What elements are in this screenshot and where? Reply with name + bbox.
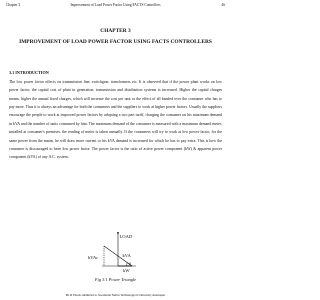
header-chapter-tag: Chapter 3 <box>6 3 21 7</box>
power-triangle-figure <box>84 232 148 276</box>
page-footer: Ph.D Thesis submitted to Jawaharlal Nehru Technological University Anantapur <box>65 293 166 297</box>
kva-label: kVA <box>122 253 131 258</box>
section-body-paragraph: The low power factor effects on transmission line, switchgear, transformers etc. It is observed that if the power plant works on low power factor, the capital cost of plant in generation, transmission and distribution systems is increased. Higher the capital charges means, higher the annual fixed charges, which will increase the cost per unit or the effect of all banded over the consumer who has to pay more. Thus it is always an advantage for both the consumers and the suppliers to work at higher power factors. Usually the suppliers encourage the people to work at improved power factors by adopting a two part tariff, charging the consumer on his maximum demand in kVA and the number of units consumed by him. The maximum demand of the consumer is measured with a maximum demand meter, installed at consumer's premises, the reading of meter is taken annually. If the consumers will try to work at low power factor, for the same power from the mains, he will draw more current or his kVA demand is increased for which he has to pay extra. This is how the consumer is discouraged to have low power factor. The power factor is the ratio of active power component (kW) & apparent power component (kVA) of any A.C. system. <box>9 80 222 160</box>
load-label: LOAD <box>119 234 133 239</box>
section-heading: 3.1 INTRODUCTION <box>9 70 49 75</box>
header-page-number: 46 <box>221 3 225 7</box>
header-running-title: Improvement of Load Power Factor Using FACTS Controllers <box>70 3 161 7</box>
angle-arc <box>126 262 127 266</box>
chapter-heading: CHAPTER 3 <box>100 28 131 34</box>
kw-label: kW <box>123 268 130 273</box>
figure-caption: Fig 3.1 Power Triangle <box>94 277 137 282</box>
kvar-label: kVAr <box>88 255 98 260</box>
page-title: IMPROVEMENT OF LOAD POWER FACTOR USING FACTS CONTROLLERS <box>19 39 212 45</box>
running-header <box>6 2 225 9</box>
angle-label: φ <box>128 260 132 266</box>
